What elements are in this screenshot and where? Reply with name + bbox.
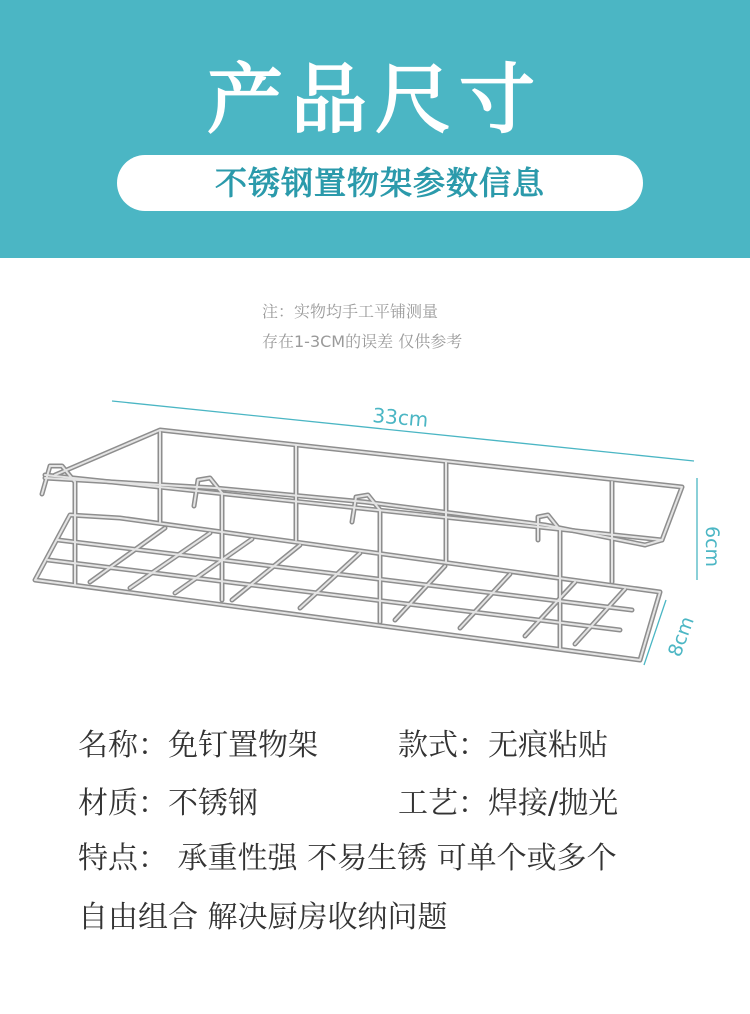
subtitle-pill: 不锈钢置物架参数信息	[117, 155, 643, 211]
measurement-note-line2: 存在1-3CM的误差 仅供参考	[262, 332, 463, 351]
spec-style: 款式：无痕粘贴	[398, 728, 608, 763]
page-title: 产品尺寸	[207, 55, 543, 144]
measurement-note-line1: 注：实物均手工平铺测量	[262, 302, 439, 321]
product-illustration	[0, 380, 750, 680]
spec-features-line1: 特点： 承重性强 不易生锈 可单个或多个	[78, 841, 617, 876]
depth-dimension-label: 8cm	[664, 613, 699, 660]
spec-material: 材质：不锈钢	[78, 786, 258, 821]
spec-name: 名称：免钉置物架	[78, 728, 318, 763]
wire-shelf	[35, 430, 682, 660]
spec-features-line2: 自由组合 解决厨房收纳问题	[78, 900, 448, 935]
height-dimension-label: 6cm	[701, 526, 723, 568]
length-dimension-label: 33cm	[371, 403, 430, 432]
spec-craft: 工艺：焊接/抛光	[398, 786, 619, 821]
header-banner	[0, 0, 750, 258]
